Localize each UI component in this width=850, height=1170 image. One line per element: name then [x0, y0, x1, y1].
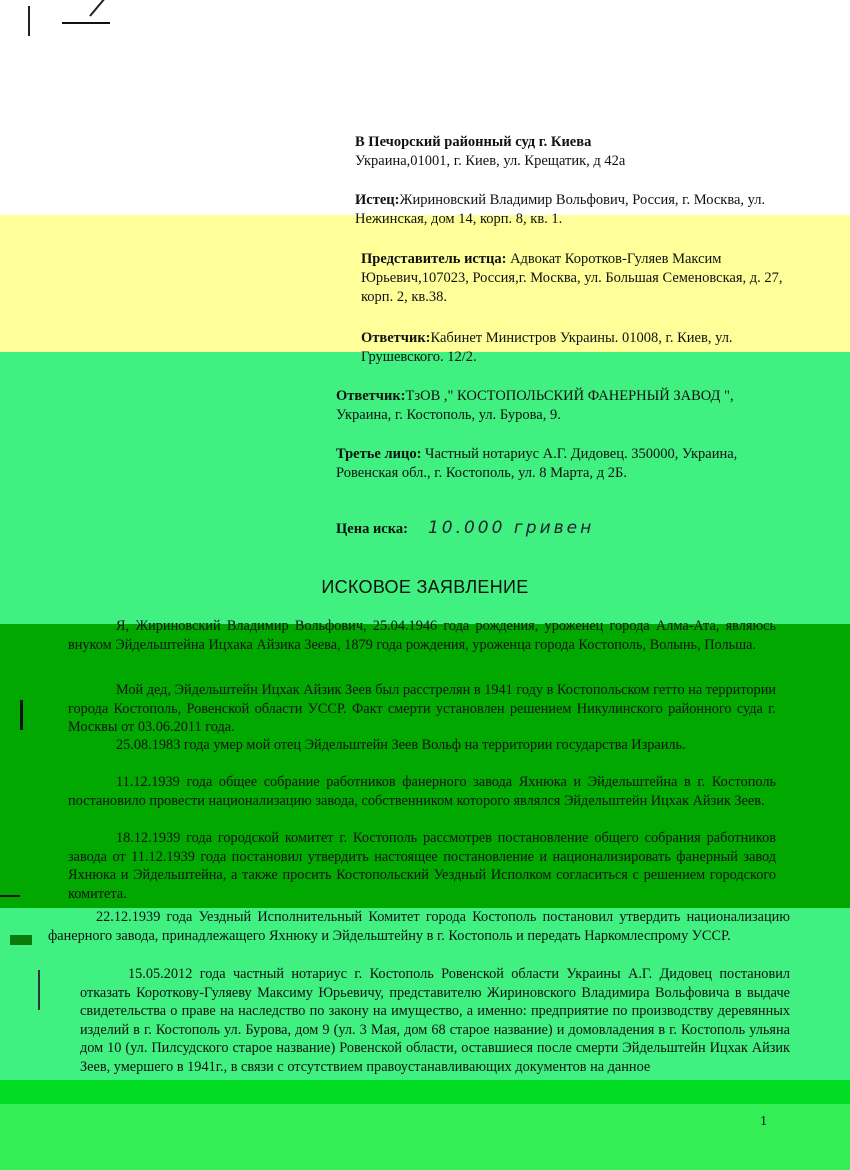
paragraph: 15.05.2012 года частный нотариус г. Костополь Ровенской области Украины А.Г. Дидовец постановил отказать Короткову-Гуляеву Максиму Юрьевичу, представителю Жириновского Владимира Вольфовича в выдаче свидетельства о праве на наследство по закону на имущество, а именно: предприятие по производству деревянных изделий в г. Костополь ул. Бурова, дом 9 (ул. 3 Мая, дом 68 старое название) и домовладения в г. Костополь ульяна дом 10 (ул. Пилсудского старое название) Ровенской области, оставшиеся после смерти Эйдельштейн Ицхак Айзик Зеев, умершего в 1941г., в связи с отсутствием правоустанавливающих документов на данное: [80, 966, 790, 1075]
representative-block: [361, 250, 791, 307]
representative-label: Представитель истца:: [361, 251, 507, 267]
scan-margin-mark: [20, 700, 23, 730]
page-number: 1: [760, 1114, 767, 1129]
court-address: Украина,01001, г. Киев, ул. Крещатик, д 42а: [355, 153, 626, 169]
scan-corner-mark: [28, 6, 30, 36]
third-party-label: Третье лицо:: [336, 446, 422, 462]
representative-text: Адвокат Коротков-Гуляев Максим Юрьевич,107023, Россия,г. Москва, ул. Большая Семеновская, д. 27, корп. 2, кв.38.: [361, 251, 783, 305]
defendant-2-label: Ответчик:: [336, 388, 406, 404]
paragraph: 25.08.1983 года умер мой отец Эйдельштейн Зеев Вольф на территории государства Израиль.: [116, 737, 686, 753]
scan-margin-mark: [10, 935, 32, 945]
scan-band-white: [0, 0, 850, 215]
scan-stamp-line: [62, 22, 110, 24]
scan-band-green-stripe: [0, 1080, 850, 1104]
paragraph: 18.12.1939 года городской комитет г. Костополь рассмотрев постановление общего собрания работников завода от 11.12.1939 года постановил утвердить настоящее постановление и национализировать фанерный завод Яхнюка и Эйдельштейна, а также просить Костопольский Уездный Исполком согласиться с решением городского комитета.: [68, 830, 776, 902]
court-address-block: [355, 133, 795, 171]
third-party-block: [336, 445, 766, 483]
defendant-1-label: Ответчик:: [361, 330, 431, 346]
court-title: В Печорский районный суд г. Киева: [355, 134, 592, 150]
scan-margin-mark: [38, 970, 40, 1010]
plaintiff-text: Жириновский Владимир Вольфович, Россия, г. Москва, ул. Нежинская, дом 14, корп. 8, кв. 1.: [355, 192, 766, 227]
claim-price-handwritten: 10.000 гривен: [427, 518, 595, 538]
paragraph: 22.12.1939 года Уездный Исполнительный Комитет города Костополь постановил утвердить национализацию фанерного завода, принадлежащего Яхнюку и Эйдельштейну в г. Костополь и передать Наркомлеспрому УССР.: [48, 909, 790, 944]
plaintiff-block: [355, 191, 775, 229]
defendant-1-block: [361, 329, 781, 367]
plaintiff-label: Истец:: [355, 192, 400, 208]
defendant-2-text: ТзОВ ," КОСТОПОЛЬСКИЙ ФАНЕРНЫЙ ЗАВОД ", Украина, г. Костополь, ул. Бурова, 9.: [336, 388, 734, 423]
third-party-text: Частный нотариус А.Г. Дидовец. 350000, Украина, Ровенская обл., г. Костополь, ул. 8 Марта, д 2Б.: [336, 446, 738, 481]
defendant-1-text: Кабинет Министров Украины. 01008, г. Киев, ул. Грушевского. 12/2.: [361, 330, 733, 365]
claim-price-block: [336, 519, 766, 539]
paragraph: Мой дед, Эйдельштейн Ицхак Айзик Зеев был расстрелян в 1941 году в Костопольском гетто на территории города Костополь, Ровенской области УССР. Факт смерти установлен решением Никулинского районного суда г. Москвы от 03.06.2011 года.: [68, 682, 776, 736]
scan-margin-mark: [0, 895, 20, 897]
paragraph: 11.12.1939 года общее собрание работников фанерного завода Яхнюка и Эйдельштейна в г. Костополь постановило провести национализацию завода, собственником которого являлся Эйдельштейн Ицхак Айзик Зеев.: [68, 774, 776, 809]
paragraph: Я, Жириновский Владимир Вольфович, 25.04.1946 года рождения, уроженец города Алма-Ата, являюсь внуком Эйдельштейна Ицхака Айзика Зеева, 1879 года рождения, уроженца города Костополь, Волынь, Польша.: [68, 618, 776, 653]
scan-band-bottom-green: [0, 1104, 850, 1170]
document-title: ИСКОВОЕ ЗАЯВЛЕНИЕ: [321, 577, 529, 597]
defendant-2-block: [336, 387, 766, 425]
claim-price-label: Цена иска:: [336, 521, 408, 537]
